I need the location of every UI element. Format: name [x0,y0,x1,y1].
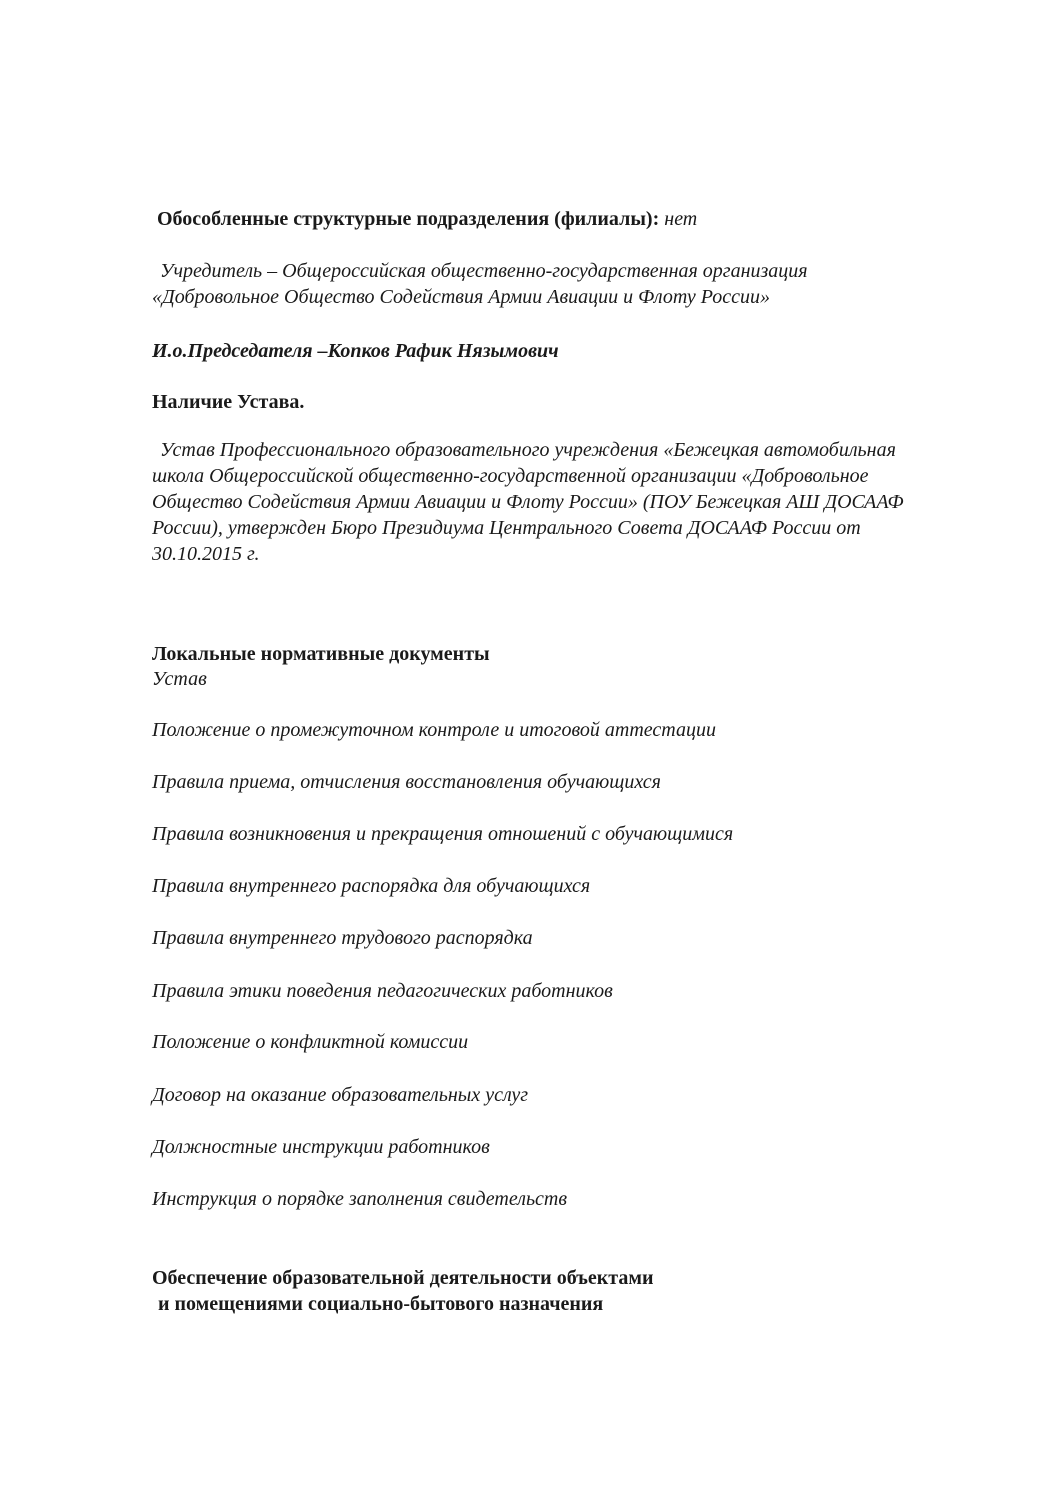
list-item: Правила приема, отчисления восстановления обучающихся [152,771,661,793]
local-docs-heading: Локальные нормативные документы [152,643,490,665]
list-item: Правила этики поведения педагогических работников [152,980,613,1002]
facilities-heading [152,1265,972,1317]
charter-line-2: школа Общероссийской общественно-государственной организации «Добровольное [152,465,869,487]
branches-label: Обособленные структурные подразделения (филиалы): [157,208,660,230]
founder-line-1: Учредитель – Общероссийская общественно-государственная организация [160,260,808,282]
branches-line [152,206,972,232]
facilities-heading-line-1: Обеспечение образовательной деятельности объектами [152,1267,654,1289]
list-item: Должностные инструкции работников [152,1136,490,1158]
branches-value: нет [664,208,698,230]
facilities-heading-line-2: и помещениями социально-бытового назначения [158,1293,604,1315]
charter-paragraph [152,437,972,567]
list-item: Правила возникновения и прекращения отношений с обучающимися [152,823,734,845]
list-item: Устав [152,668,207,690]
list-item: Правила внутреннего трудового распорядка [152,927,533,949]
list-item: Правила внутреннего распорядка для обучающихся [152,875,591,897]
founder-line-2: «Добровольное Общество Содействия Армии Авиации и Флоту России» [152,286,770,308]
charter-line-3: Общество Содействия Армии Авиации и Флоту России» (ПОУ Бежецкая АШ ДОСААФ [152,491,904,513]
list-item: Положение о конфликтной комиссии [152,1031,469,1053]
charter-line-5: 30.10.2015 г. [152,543,260,565]
founder-paragraph [152,258,972,310]
list-item: Инструкция о порядке заполнения свидетельств [152,1188,568,1210]
charter-line-4: России), утвержден Бюро Президиума Центрального Совета ДОСААФ России от [152,517,861,539]
list-item: Положение о промежуточном контроле и итоговой аттестации [152,719,716,741]
charter-line-1: Устав Профессионального образовательного учреждения «Бежецкая автомобильная [160,439,896,461]
chairman-line: И.о.Председателя –Копков Рафик Нязымович [152,340,559,362]
list-item: Договор на оказание образовательных услуг [152,1084,529,1106]
charter-heading: Наличие Устава. [152,391,305,413]
